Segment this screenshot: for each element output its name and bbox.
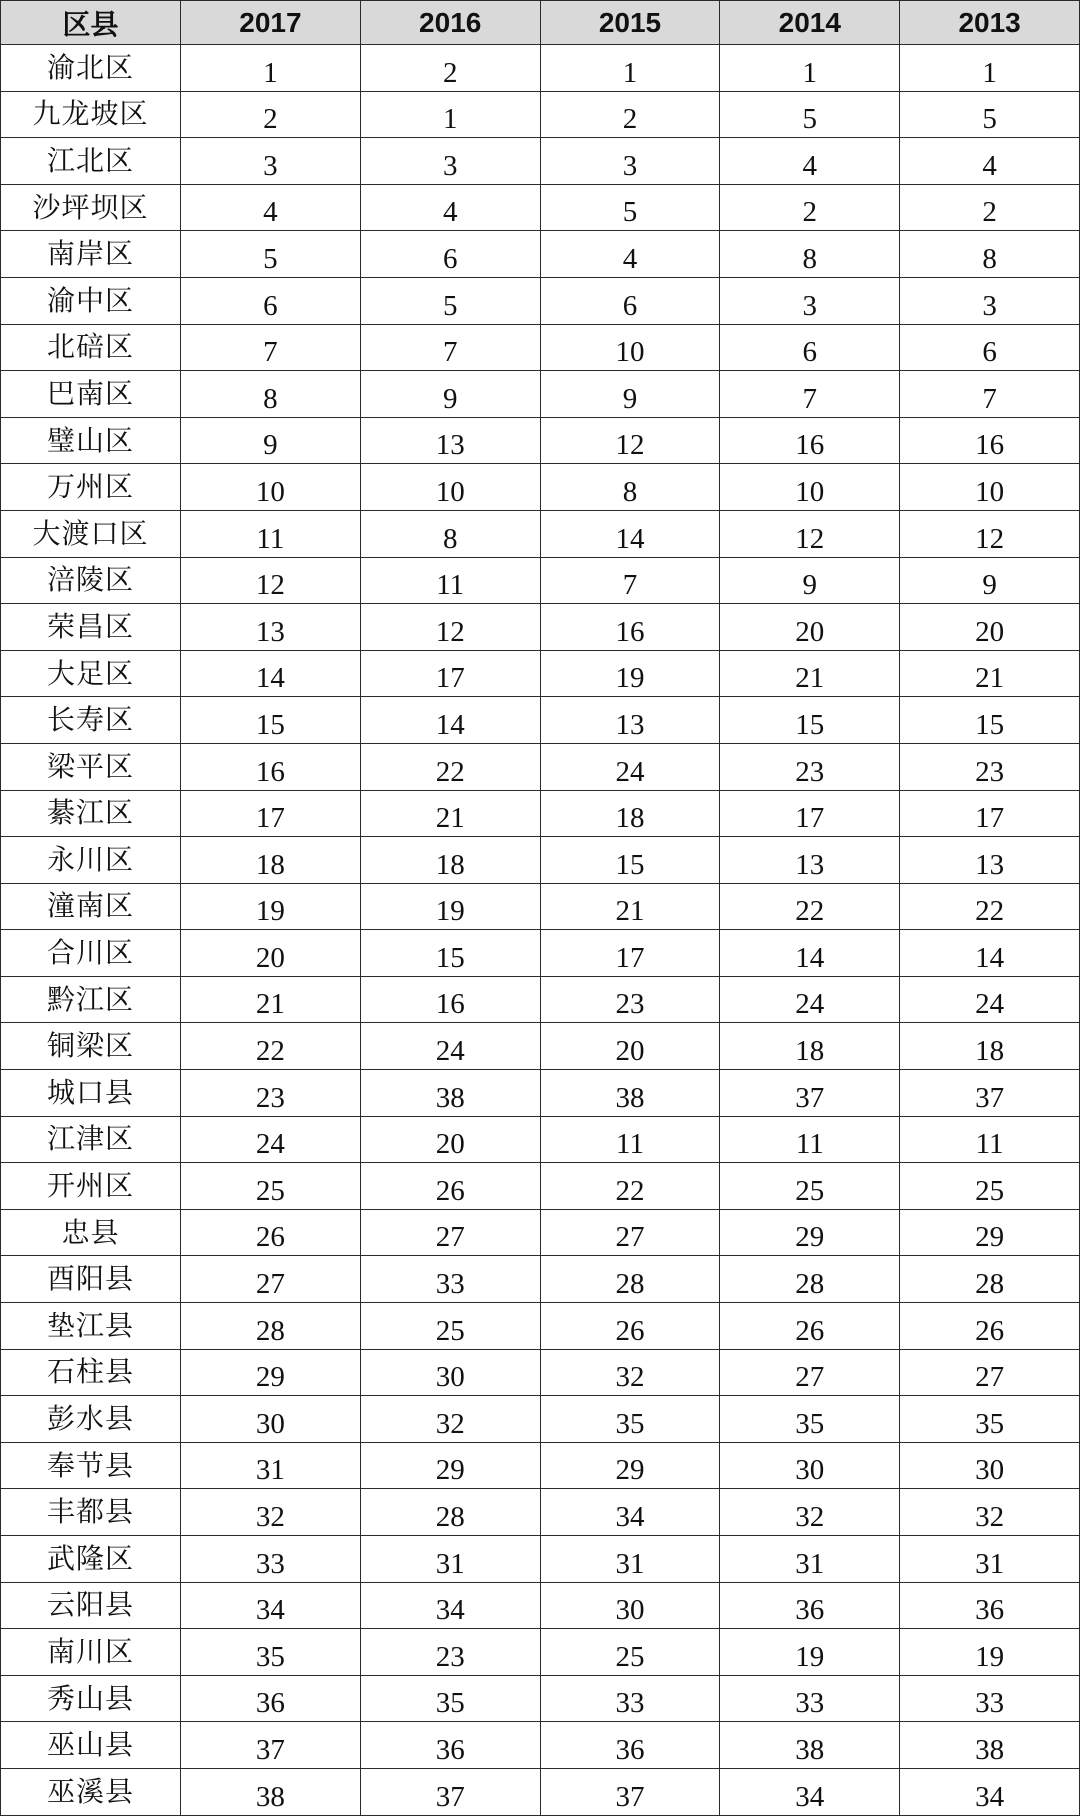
rank-cell: 5 (900, 91, 1080, 138)
rank-cell: 30 (900, 1442, 1080, 1489)
rank-cell: 9 (900, 557, 1080, 604)
rank-cell: 10 (540, 324, 720, 371)
rank-cell: 33 (900, 1675, 1080, 1722)
rank-cell: 10 (720, 464, 900, 511)
district-name-cell: 巫山县 (1, 1722, 181, 1769)
rank-cell: 24 (181, 1116, 361, 1163)
rank-cell: 27 (181, 1256, 361, 1303)
rank-cell: 37 (900, 1070, 1080, 1117)
rank-cell: 18 (360, 837, 540, 884)
rank-cell: 24 (900, 976, 1080, 1023)
table-row (1, 1163, 1080, 1210)
rank-cell: 11 (900, 1116, 1080, 1163)
rank-cell: 28 (540, 1256, 720, 1303)
rank-cell: 6 (360, 231, 540, 278)
rank-cell: 33 (720, 1675, 900, 1722)
rank-cell: 3 (540, 138, 720, 185)
rank-cell: 20 (720, 604, 900, 651)
rank-cell: 19 (540, 650, 720, 697)
rank-cell: 8 (720, 231, 900, 278)
rank-cell: 37 (181, 1722, 361, 1769)
rank-cell: 1 (181, 45, 361, 92)
rank-cell: 7 (720, 371, 900, 418)
rank-cell: 12 (181, 557, 361, 604)
table-header (1, 1, 1080, 45)
rank-cell: 22 (720, 883, 900, 930)
rank-cell: 28 (360, 1489, 540, 1536)
district-name-cell: 垫江县 (1, 1303, 181, 1350)
table-row (1, 790, 1080, 837)
district-name-cell: 沙坪坝区 (1, 184, 181, 231)
rank-cell: 20 (181, 930, 361, 977)
rank-cell: 4 (900, 138, 1080, 185)
rank-cell: 6 (720, 324, 900, 371)
rank-cell: 23 (900, 743, 1080, 790)
rank-cell: 10 (360, 464, 540, 511)
rank-cell: 31 (720, 1536, 900, 1583)
table-row (1, 650, 1080, 697)
rank-cell: 2 (900, 184, 1080, 231)
table-row (1, 277, 1080, 324)
rank-cell: 4 (181, 184, 361, 231)
table-row (1, 557, 1080, 604)
table-row (1, 697, 1080, 744)
rank-cell: 9 (720, 557, 900, 604)
table-row (1, 1396, 1080, 1443)
rank-cell: 35 (360, 1675, 540, 1722)
district-name-cell: 江北区 (1, 138, 181, 185)
table-row (1, 1629, 1080, 1676)
rank-cell: 29 (900, 1209, 1080, 1256)
rank-cell: 5 (360, 277, 540, 324)
table-row (1, 324, 1080, 371)
rank-cell: 38 (720, 1722, 900, 1769)
rank-cell: 30 (720, 1442, 900, 1489)
rank-cell: 28 (181, 1303, 361, 1350)
rank-cell: 6 (181, 277, 361, 324)
table-row (1, 1209, 1080, 1256)
district-name-cell: 南川区 (1, 1629, 181, 1676)
rank-cell: 4 (360, 184, 540, 231)
rank-cell: 11 (181, 510, 361, 557)
column-header-year: 2017 (181, 1, 361, 45)
district-name-cell: 黔江区 (1, 976, 181, 1023)
table-row (1, 1675, 1080, 1722)
rank-cell: 3 (900, 277, 1080, 324)
rank-cell: 8 (360, 510, 540, 557)
rank-cell: 2 (540, 91, 720, 138)
district-name-cell: 丰都县 (1, 1489, 181, 1536)
rank-cell: 9 (360, 371, 540, 418)
rank-cell: 15 (540, 837, 720, 884)
rank-cell: 14 (181, 650, 361, 697)
rank-cell: 7 (360, 324, 540, 371)
district-name-cell: 永川区 (1, 837, 181, 884)
rank-cell: 36 (540, 1722, 720, 1769)
header-row (1, 1, 1080, 45)
rank-cell: 27 (900, 1349, 1080, 1396)
column-header-year: 2016 (360, 1, 540, 45)
rank-cell: 18 (720, 1023, 900, 1070)
rank-cell: 13 (360, 417, 540, 464)
district-name-cell: 南岸区 (1, 231, 181, 278)
rank-cell: 27 (540, 1209, 720, 1256)
rank-cell: 21 (540, 883, 720, 930)
rank-cell: 38 (900, 1722, 1080, 1769)
district-name-cell: 綦江区 (1, 790, 181, 837)
rank-cell: 21 (900, 650, 1080, 697)
district-name-cell: 璧山区 (1, 417, 181, 464)
district-name-cell: 江津区 (1, 1116, 181, 1163)
rank-cell: 22 (900, 883, 1080, 930)
district-name-cell: 奉节县 (1, 1442, 181, 1489)
rank-cell: 7 (540, 557, 720, 604)
rank-cell: 33 (540, 1675, 720, 1722)
rank-cell: 16 (720, 417, 900, 464)
rank-cell: 38 (540, 1070, 720, 1117)
rank-cell: 13 (181, 604, 361, 651)
rank-cell: 27 (360, 1209, 540, 1256)
rank-cell: 25 (540, 1629, 720, 1676)
rank-cell: 35 (540, 1396, 720, 1443)
rank-cell: 17 (720, 790, 900, 837)
rank-cell: 10 (900, 464, 1080, 511)
district-name-cell: 渝北区 (1, 45, 181, 92)
district-name-cell: 长寿区 (1, 697, 181, 744)
rank-cell: 16 (360, 976, 540, 1023)
table-row (1, 91, 1080, 138)
rank-cell: 20 (360, 1116, 540, 1163)
table-row (1, 464, 1080, 511)
rank-cell: 11 (720, 1116, 900, 1163)
rank-cell: 22 (360, 743, 540, 790)
district-name-cell: 开州区 (1, 1163, 181, 1210)
rank-cell: 19 (181, 883, 361, 930)
rank-cell: 36 (360, 1722, 540, 1769)
table-row (1, 1722, 1080, 1769)
rank-cell: 31 (900, 1536, 1080, 1583)
table-row (1, 1070, 1080, 1117)
rank-cell: 12 (360, 604, 540, 651)
rank-cell: 14 (360, 697, 540, 744)
rank-cell: 21 (720, 650, 900, 697)
rank-cell: 8 (540, 464, 720, 511)
rank-cell: 37 (540, 1768, 720, 1815)
rank-cell: 15 (720, 697, 900, 744)
rank-cell: 12 (720, 510, 900, 557)
district-name-cell: 渝中区 (1, 277, 181, 324)
table-row (1, 1349, 1080, 1396)
column-header-year: 2015 (540, 1, 720, 45)
rank-cell: 9 (181, 417, 361, 464)
rank-cell: 36 (181, 1675, 361, 1722)
rank-cell: 31 (181, 1442, 361, 1489)
rank-cell: 35 (181, 1629, 361, 1676)
district-name-cell: 彭水县 (1, 1396, 181, 1443)
district-name-cell: 涪陵区 (1, 557, 181, 604)
rank-cell: 15 (360, 930, 540, 977)
rank-cell: 34 (720, 1768, 900, 1815)
rank-cell: 5 (181, 231, 361, 278)
rank-cell: 16 (540, 604, 720, 651)
rank-cell: 9 (540, 371, 720, 418)
rank-cell: 12 (900, 510, 1080, 557)
rank-cell: 17 (360, 650, 540, 697)
rank-cell: 18 (540, 790, 720, 837)
district-name-cell: 石柱县 (1, 1349, 181, 1396)
column-header-year: 2014 (720, 1, 900, 45)
table-row (1, 1116, 1080, 1163)
rank-cell: 38 (360, 1070, 540, 1117)
table-row (1, 1023, 1080, 1070)
rank-cell: 22 (181, 1023, 361, 1070)
rank-cell: 35 (720, 1396, 900, 1443)
rank-cell: 36 (900, 1582, 1080, 1629)
rank-cell: 17 (900, 790, 1080, 837)
rank-cell: 17 (540, 930, 720, 977)
rank-cell: 19 (720, 1629, 900, 1676)
rank-cell: 32 (360, 1396, 540, 1443)
rank-cell: 5 (720, 91, 900, 138)
rank-cell: 27 (720, 1349, 900, 1396)
rank-cell: 26 (360, 1163, 540, 1210)
rank-cell: 11 (540, 1116, 720, 1163)
rank-cell: 28 (720, 1256, 900, 1303)
rank-cell: 7 (181, 324, 361, 371)
rank-cell: 34 (540, 1489, 720, 1536)
table-row (1, 837, 1080, 884)
district-name-cell: 荣昌区 (1, 604, 181, 651)
rank-cell: 14 (900, 930, 1080, 977)
rank-cell: 6 (540, 277, 720, 324)
rank-cell: 2 (181, 91, 361, 138)
rank-cell: 25 (720, 1163, 900, 1210)
rank-cell: 15 (181, 697, 361, 744)
rank-cell: 22 (540, 1163, 720, 1210)
table-body (1, 45, 1080, 1816)
rank-cell: 21 (360, 790, 540, 837)
table-row (1, 1582, 1080, 1629)
district-name-cell: 酉阳县 (1, 1256, 181, 1303)
table-row (1, 604, 1080, 651)
rank-cell: 19 (900, 1629, 1080, 1676)
table-row (1, 1768, 1080, 1815)
rank-cell: 37 (360, 1768, 540, 1815)
rank-cell: 18 (900, 1023, 1080, 1070)
rank-cell: 2 (360, 45, 540, 92)
table-row (1, 930, 1080, 977)
rank-cell: 20 (540, 1023, 720, 1070)
table-row (1, 184, 1080, 231)
rank-cell: 29 (540, 1442, 720, 1489)
rank-cell: 4 (720, 138, 900, 185)
rank-cell: 8 (181, 371, 361, 418)
rank-cell: 32 (540, 1349, 720, 1396)
rank-cell: 34 (360, 1582, 540, 1629)
rank-cell: 23 (181, 1070, 361, 1117)
rank-cell: 23 (360, 1629, 540, 1676)
table-row (1, 371, 1080, 418)
district-name-cell: 城口县 (1, 1070, 181, 1117)
table-row (1, 138, 1080, 185)
rank-cell: 8 (900, 231, 1080, 278)
rank-cell: 1 (720, 45, 900, 92)
rank-cell: 32 (181, 1489, 361, 1536)
district-name-cell: 铜梁区 (1, 1023, 181, 1070)
rank-cell: 3 (360, 138, 540, 185)
rank-cell: 30 (181, 1396, 361, 1443)
district-name-cell: 秀山县 (1, 1675, 181, 1722)
rank-cell: 35 (900, 1396, 1080, 1443)
rank-cell: 26 (900, 1303, 1080, 1350)
rank-cell: 14 (720, 930, 900, 977)
rank-cell: 34 (181, 1582, 361, 1629)
district-name-cell: 梁平区 (1, 743, 181, 790)
rank-cell: 31 (360, 1536, 540, 1583)
rank-cell: 3 (720, 277, 900, 324)
rank-cell: 19 (360, 883, 540, 930)
rank-cell: 32 (900, 1489, 1080, 1536)
district-name-cell: 巴南区 (1, 371, 181, 418)
rank-cell: 12 (540, 417, 720, 464)
rank-cell: 24 (540, 743, 720, 790)
rank-cell: 23 (720, 743, 900, 790)
table-row (1, 45, 1080, 92)
rank-cell: 13 (900, 837, 1080, 884)
district-name-cell: 潼南区 (1, 883, 181, 930)
rank-cell: 4 (540, 231, 720, 278)
district-name-cell: 武隆区 (1, 1536, 181, 1583)
rank-cell: 6 (900, 324, 1080, 371)
table-row (1, 231, 1080, 278)
rank-cell: 24 (720, 976, 900, 1023)
rank-cell: 29 (360, 1442, 540, 1489)
rank-cell: 2 (720, 184, 900, 231)
rank-cell: 30 (360, 1349, 540, 1396)
rank-cell: 29 (181, 1349, 361, 1396)
table-row (1, 1442, 1080, 1489)
table-row (1, 1256, 1080, 1303)
rank-cell: 34 (900, 1768, 1080, 1815)
table-row (1, 976, 1080, 1023)
rank-cell: 14 (540, 510, 720, 557)
rank-cell: 1 (900, 45, 1080, 92)
rank-cell: 20 (900, 604, 1080, 651)
district-name-cell: 大渡口区 (1, 510, 181, 557)
rank-cell: 36 (720, 1582, 900, 1629)
district-name-cell: 大足区 (1, 650, 181, 697)
rank-cell: 1 (360, 91, 540, 138)
rank-cell: 38 (181, 1768, 361, 1815)
rank-cell: 26 (540, 1303, 720, 1350)
table-row (1, 417, 1080, 464)
district-name-cell: 忠县 (1, 1209, 181, 1256)
rank-cell: 31 (540, 1536, 720, 1583)
rank-cell: 3 (181, 138, 361, 185)
rank-cell: 25 (181, 1163, 361, 1210)
rank-cell: 23 (540, 976, 720, 1023)
rank-cell: 16 (900, 417, 1080, 464)
rank-cell: 21 (181, 976, 361, 1023)
rank-cell: 26 (720, 1303, 900, 1350)
rank-cell: 11 (360, 557, 540, 604)
rank-cell: 32 (720, 1489, 900, 1536)
rank-cell: 10 (181, 464, 361, 511)
rank-cell: 16 (181, 743, 361, 790)
rank-cell: 7 (900, 371, 1080, 418)
column-header-year: 2013 (900, 1, 1080, 45)
rank-cell: 25 (900, 1163, 1080, 1210)
rank-cell: 30 (540, 1582, 720, 1629)
rank-cell: 18 (181, 837, 361, 884)
district-name-cell: 北碚区 (1, 324, 181, 371)
rank-cell: 25 (360, 1303, 540, 1350)
rank-cell: 33 (181, 1536, 361, 1583)
district-name-cell: 云阳县 (1, 1582, 181, 1629)
rank-cell: 13 (540, 697, 720, 744)
table-row (1, 743, 1080, 790)
district-name-cell: 巫溪县 (1, 1768, 181, 1815)
rank-cell: 26 (181, 1209, 361, 1256)
rank-cell: 1 (540, 45, 720, 92)
table-row (1, 1536, 1080, 1583)
table-row (1, 510, 1080, 557)
rank-cell: 17 (181, 790, 361, 837)
rank-cell: 13 (720, 837, 900, 884)
rank-cell: 28 (900, 1256, 1080, 1303)
rank-cell: 29 (720, 1209, 900, 1256)
rank-cell: 33 (360, 1256, 540, 1303)
district-name-cell: 九龙坡区 (1, 91, 181, 138)
district-name-cell: 万州区 (1, 464, 181, 511)
table-row (1, 1303, 1080, 1350)
rank-cell: 5 (540, 184, 720, 231)
column-header-district: 区县 (1, 1, 181, 45)
rank-cell: 15 (900, 697, 1080, 744)
table-row (1, 883, 1080, 930)
table-row (1, 1489, 1080, 1536)
rank-cell: 24 (360, 1023, 540, 1070)
district-name-cell: 合川区 (1, 930, 181, 977)
rank-cell: 37 (720, 1070, 900, 1117)
